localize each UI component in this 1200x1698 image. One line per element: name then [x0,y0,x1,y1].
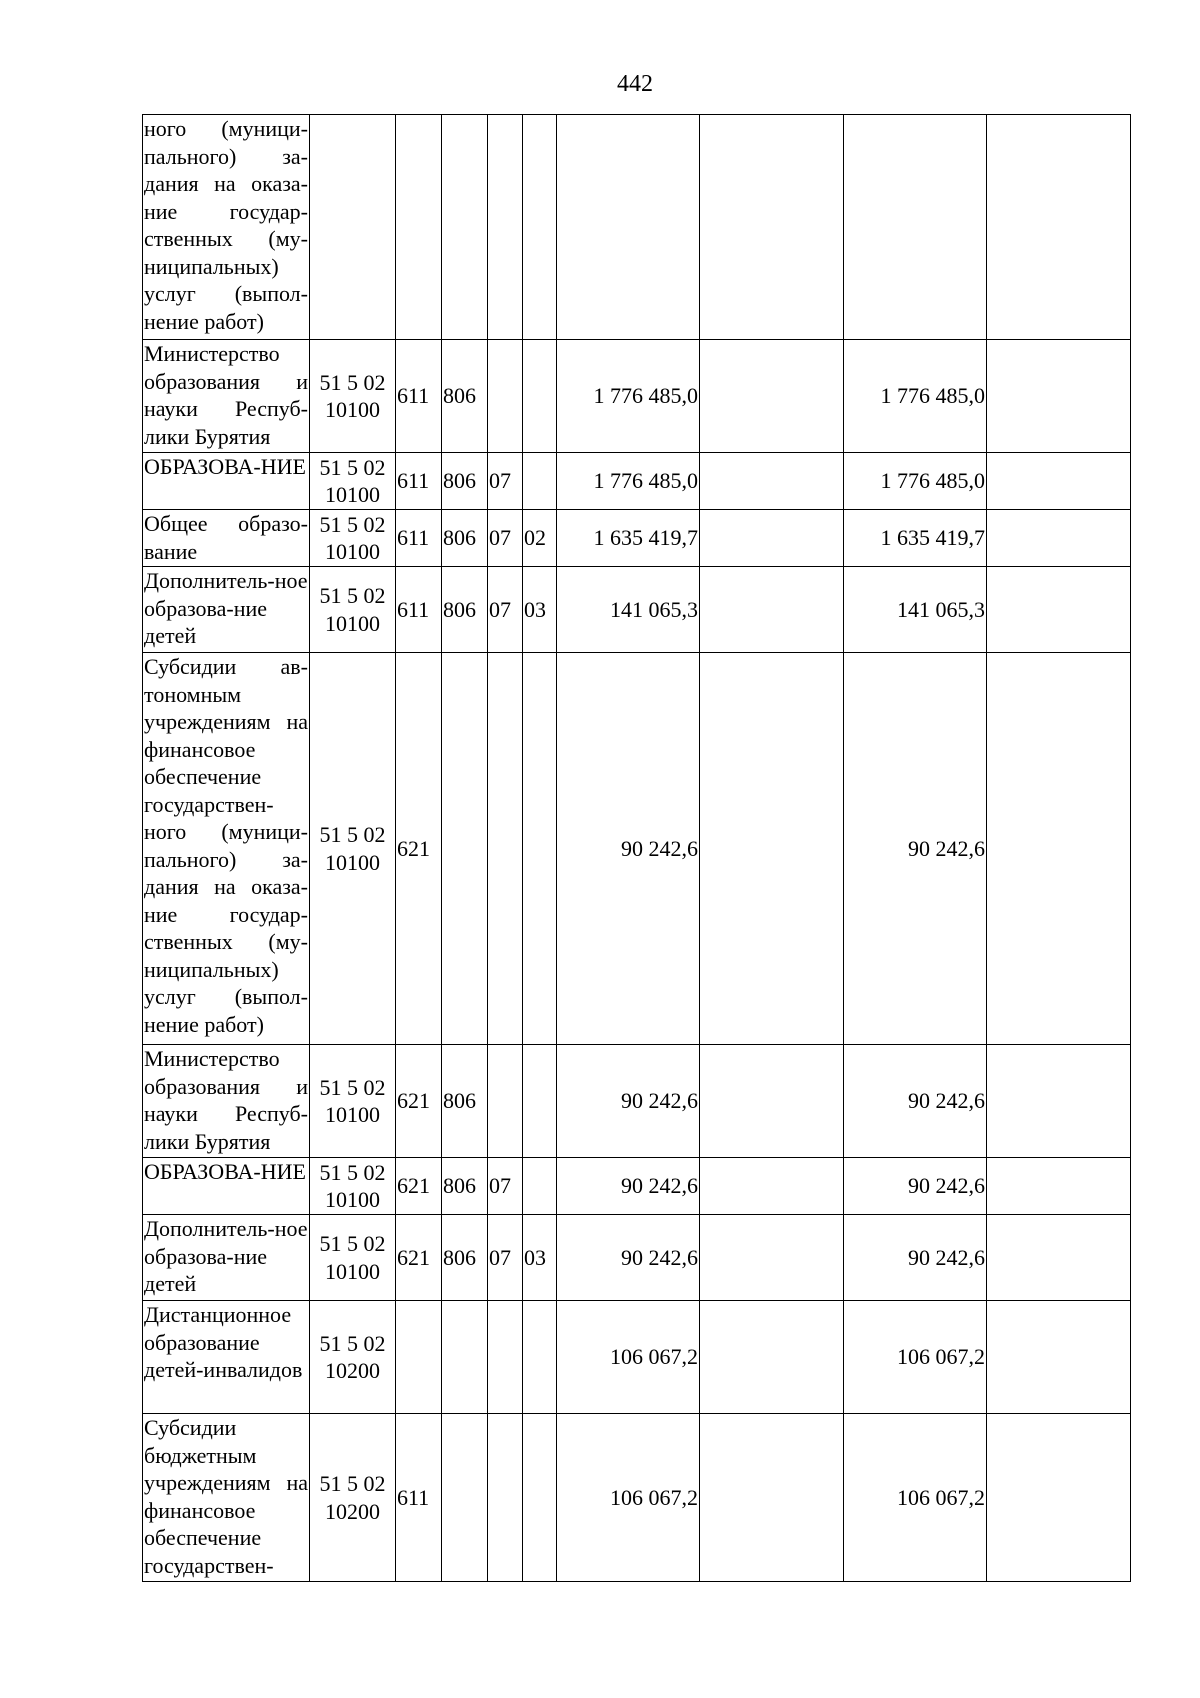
amount-cell-1 [557,115,700,340]
row-name-cell: Дополнитель-ное образова-ние детей [143,567,310,653]
expense-type-cell: 621 [396,1045,442,1158]
department-code-cell: 806 [442,1158,488,1215]
amount-cell-3: 1 635 419,7 [844,510,987,567]
amount-cell-3: 90 242,6 [844,1215,987,1301]
amount-cell-2 [700,1215,844,1301]
subsection-cell: 02 [523,510,557,567]
section-cell [488,1301,523,1414]
table-row [143,1158,1131,1215]
table-row [143,340,1131,453]
department-code-cell: 806 [442,453,488,510]
budget-code-cell: 51 5 02 10100 [310,453,396,510]
expense-type-cell: 621 [396,1215,442,1301]
amount-cell-2 [700,1414,844,1582]
row-name-cell: ного (муници-пального) за-дания на оказа-ние государ-ственных (му-ниципальных) услуг (выпол-нение работ) [143,115,310,340]
table-body [143,115,1131,1582]
section-cell: 07 [488,1215,523,1301]
table-row [143,567,1131,653]
amount-cell-3 [844,115,987,340]
department-code-cell [442,1414,488,1582]
amount-cell-3: 141 065,3 [844,567,987,653]
amount-cell-4 [987,453,1131,510]
department-code-cell: 806 [442,340,488,453]
row-name-cell: Министерство образования и науки Респуб-лики Бурятия [143,1045,310,1158]
subsection-cell: 03 [523,1215,557,1301]
amount-cell-2 [700,1158,844,1215]
amount-cell-1: 90 242,6 [557,653,700,1045]
amount-cell-3: 90 242,6 [844,1158,987,1215]
amount-cell-4 [987,340,1131,453]
page-number: 442 [617,71,653,97]
budget-code-cell: 51 5 02 10100 [310,1045,396,1158]
amount-cell-4 [987,1414,1131,1582]
subsection-cell [523,453,557,510]
department-code-cell: 806 [442,1045,488,1158]
row-name-cell: ОБРАЗОВА-НИЕ [143,1158,310,1215]
amount-cell-4 [987,1301,1131,1414]
section-cell: 07 [488,567,523,653]
row-name-cell: Субсидии бюджетным учреждениям на финансовое обеспечение государствен- [143,1414,310,1582]
budget-code-cell: 51 5 02 10100 [310,653,396,1045]
expense-type-cell: 611 [396,453,442,510]
amount-cell-3: 106 067,2 [844,1414,987,1582]
subsection-cell [523,1414,557,1582]
section-cell [488,340,523,453]
amount-cell-1: 90 242,6 [557,1215,700,1301]
expense-type-cell [396,1301,442,1414]
expense-type-cell: 611 [396,1414,442,1582]
budget-code-cell: 51 5 02 10100 [310,1215,396,1301]
amount-cell-3: 90 242,6 [844,653,987,1045]
amount-cell-1: 1 635 419,7 [557,510,700,567]
row-name-cell: Дистанционное образование детей-инвалидов [143,1301,310,1414]
expense-type-cell [396,115,442,340]
expense-type-cell: 621 [396,653,442,1045]
table-row [143,510,1131,567]
section-cell: 07 [488,453,523,510]
row-name-cell: Субсидии ав-тономным учреждениям на финансовое обеспечение государствен-ного (муници-пального) за-дания на оказа-ние государ-ственных (му-ниципальных) услуг (выпол-нение работ) [143,653,310,1045]
section-cell: 07 [488,1158,523,1215]
department-code-cell: 806 [442,1215,488,1301]
table-row [143,1045,1131,1158]
amount-cell-4 [987,510,1131,567]
expense-type-cell: 611 [396,340,442,453]
budget-code-cell: 51 5 02 10200 [310,1414,396,1582]
amount-cell-3: 1 776 485,0 [844,340,987,453]
department-code-cell: 806 [442,567,488,653]
department-code-cell [442,1301,488,1414]
row-name-cell: ОБРАЗОВА-НИЕ [143,453,310,510]
subsection-cell [523,653,557,1045]
department-code-cell: 806 [442,510,488,567]
amount-cell-1: 106 067,2 [557,1301,700,1414]
section-cell [488,1414,523,1582]
amount-cell-4 [987,1045,1131,1158]
budget-code-cell: 51 5 02 10100 [310,567,396,653]
amount-cell-1: 90 242,6 [557,1045,700,1158]
subsection-cell [523,1045,557,1158]
section-cell [488,115,523,340]
amount-cell-3: 106 067,2 [844,1301,987,1414]
table-row [143,1215,1131,1301]
subsection-cell [523,115,557,340]
amount-cell-3: 90 242,6 [844,1045,987,1158]
amount-cell-2 [700,567,844,653]
amount-cell-2 [700,1045,844,1158]
amount-cell-4 [987,653,1131,1045]
department-code-cell [442,653,488,1045]
table-row [143,115,1131,340]
budget-code-cell: 51 5 02 10200 [310,1301,396,1414]
amount-cell-2 [700,653,844,1045]
amount-cell-4 [987,115,1131,340]
budget-code-cell: 51 5 02 10100 [310,340,396,453]
section-cell [488,1045,523,1158]
table-row [143,653,1131,1045]
table-row [143,453,1131,510]
amount-cell-4 [987,1158,1131,1215]
subsection-cell [523,340,557,453]
section-cell: 07 [488,510,523,567]
subsection-cell [523,1158,557,1215]
amount-cell-2 [700,453,844,510]
section-cell [488,653,523,1045]
budget-code-cell: 51 5 02 10100 [310,510,396,567]
amount-cell-4 [987,1215,1131,1301]
budget-code-cell: 51 5 02 10100 [310,1158,396,1215]
row-name-cell: Министерство образования и науки Респуб-лики Бурятия [143,340,310,453]
expense-type-cell: 611 [396,510,442,567]
row-name-cell: Общее образо-вание [143,510,310,567]
amount-cell-2 [700,510,844,567]
department-code-cell [442,115,488,340]
subsection-cell: 03 [523,567,557,653]
expense-type-cell: 621 [396,1158,442,1215]
amount-cell-2 [700,340,844,453]
row-name-cell: Дополнитель-ное образова-ние детей [143,1215,310,1301]
budget-code-cell [310,115,396,340]
subsection-cell [523,1301,557,1414]
amount-cell-1: 1 776 485,0 [557,453,700,510]
amount-cell-2 [700,115,844,340]
expense-type-cell: 611 [396,567,442,653]
amount-cell-2 [700,1301,844,1414]
amount-cell-3: 1 776 485,0 [844,453,987,510]
amount-cell-4 [987,567,1131,653]
amount-cell-1: 90 242,6 [557,1158,700,1215]
amount-cell-1: 1 776 485,0 [557,340,700,453]
amount-cell-1: 106 067,2 [557,1414,700,1582]
budget-table [142,114,1131,1582]
table-row [143,1301,1131,1414]
table-row [143,1414,1131,1582]
amount-cell-1: 141 065,3 [557,567,700,653]
